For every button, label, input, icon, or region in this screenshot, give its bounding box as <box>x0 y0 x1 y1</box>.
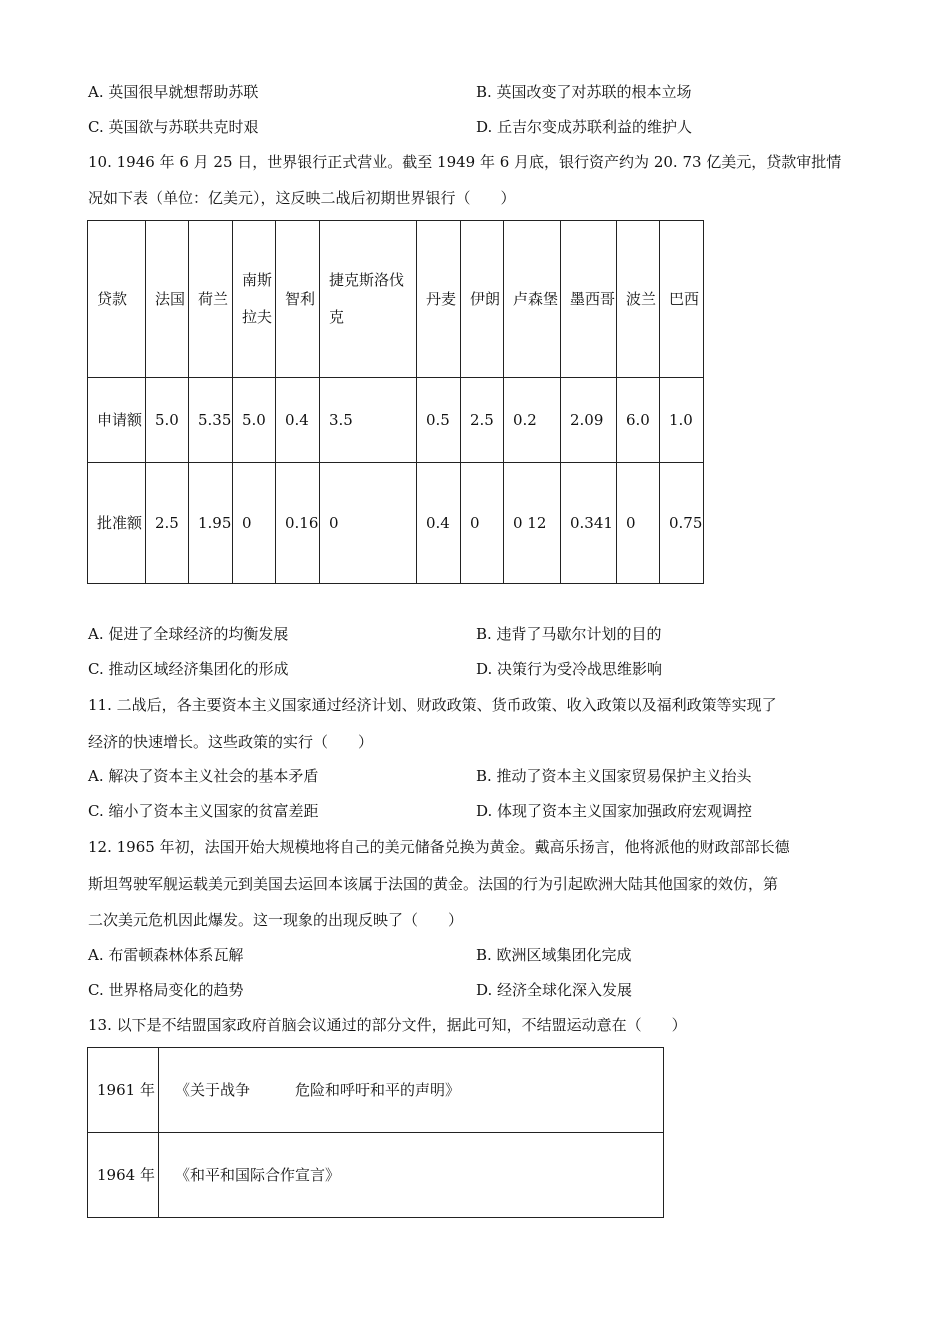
approved-label-cell: 批准额 <box>88 463 146 584</box>
q10-stem-line2: 况如下表（单位：亿美元），这反映二战后初期世界银行（ ） <box>88 189 516 207</box>
approved-value-cell: 2.5 <box>146 463 189 584</box>
document-cell: 《关于战争 危险和呼吁和平的声明》 <box>159 1048 664 1133</box>
country-cell: 墨西哥 <box>561 221 617 378</box>
q9-option-d: D. 丘吉尔变成苏联利益的维护人 <box>476 118 693 136</box>
country-cell: 伊朗 <box>461 221 504 378</box>
q11-option-b: B. 推动了资本主义国家贸易保护主义抬头 <box>476 767 752 785</box>
approved-value-cell: 0.341 <box>561 463 617 584</box>
nam-row <box>88 1048 664 1133</box>
q11-stem-line2: 经济的快速增长。这些政策的实行（ ） <box>88 733 374 751</box>
q12-option-c: C. 世界格局变化的趋势 <box>88 981 244 999</box>
header-label-cell: 贷款 <box>88 221 146 378</box>
applied-value-cell: 0.5 <box>417 378 461 463</box>
nam-row <box>88 1133 664 1218</box>
loan-table-header-row <box>88 221 704 378</box>
country-cell: 巴西 <box>660 221 704 378</box>
applied-value-cell: 5.0 <box>233 378 276 463</box>
applied-value-cell: 2.09 <box>561 378 617 463</box>
year-cell: 1961 年 <box>88 1048 159 1133</box>
approved-value-cell: 0 <box>320 463 417 584</box>
country-cell: 卢森堡 <box>504 221 561 378</box>
applied-value-cell: 1.0 <box>660 378 704 463</box>
q12-stem-line3: 二次美元危机因此爆发。这一现象的出现反映了（ ） <box>88 911 464 929</box>
q9-option-a: A. 英国很早就想帮助苏联 <box>88 83 259 101</box>
approved-value-cell: 1.95 <box>189 463 233 584</box>
loan-table-approved-row <box>88 463 704 584</box>
q10-option-d: D. 决策行为受冷战思维影响 <box>476 660 663 678</box>
approved-value-cell: 0.75 <box>660 463 704 584</box>
country-cell: 丹麦 <box>417 221 461 378</box>
q11-stem-line1: 11. 二战后，各主要资本主义国家通过经济计划、财政政策、货币政策、收入政策以及福利政策等实现了 <box>88 696 777 714</box>
q12-stem-line2: 斯坦驾驶军舰运载美元到美国去运回本该属于法国的黄金。法国的行为引起欧洲大陆其他国家的效仿，第 <box>88 875 779 893</box>
q10-option-c: C. 推动区域经济集团化的形成 <box>88 660 289 678</box>
q12-option-a: A. 布雷顿森林体系瓦解 <box>88 946 244 964</box>
country-cell: 荷兰 <box>189 221 233 378</box>
applied-value-cell: 0.2 <box>504 378 561 463</box>
loan-table-applied-row <box>88 378 704 463</box>
country-cell: 波兰 <box>617 221 660 378</box>
applied-value-cell: 5.35 <box>189 378 233 463</box>
q10-option-a: A. 促进了全球经济的均衡发展 <box>88 625 289 643</box>
country-cell: 法国 <box>146 221 189 378</box>
country-cell: 南斯拉夫 <box>233 221 276 378</box>
q10-option-b: B. 违背了马歇尔计划的目的 <box>476 625 662 643</box>
q11-option-a: A. 解决了资本主义社会的基本矛盾 <box>88 767 319 785</box>
approved-value-cell: 0 <box>617 463 660 584</box>
q10-stem-line1: 10. 1946 年 6 月 25 日，世界银行正式营业。截至 1949 年 6 月底，银行资产约为 20. 73 亿美元，贷款审批情 <box>88 153 842 171</box>
country-cell: 捷克斯洛伐克 <box>320 221 417 378</box>
q12-option-b: B. 欧洲区域集团化完成 <box>476 946 632 964</box>
q9-option-c: C. 英国欲与苏联共克时艰 <box>88 118 259 136</box>
country-cell: 智利 <box>276 221 320 378</box>
applied-value-cell: 6.0 <box>617 378 660 463</box>
approved-value-cell: 0 12 <box>504 463 561 584</box>
applied-value-cell: 2.5 <box>461 378 504 463</box>
nam-documents-table <box>87 1047 664 1218</box>
applied-value-cell: 3.5 <box>320 378 417 463</box>
q11-option-c: C. 缩小了资本主义国家的贫富差距 <box>88 802 319 820</box>
applied-value-cell: 5.0 <box>146 378 189 463</box>
q12-stem-line1: 12. 1965 年初，法国开始大规模地将自己的美元储备兑换为黄金。戴高乐扬言，他将派他的财政部部长德 <box>88 838 790 856</box>
applied-value-cell: 0.4 <box>276 378 320 463</box>
q13-stem-line1: 13. 以下是不结盟国家政府首脑会议通过的部分文件，据此可知，不结盟运动意在（ ） <box>88 1016 687 1034</box>
approved-value-cell: 0.4 <box>417 463 461 584</box>
document-cell: 《和平和国际合作宣言》 <box>159 1133 664 1218</box>
q11-option-d: D. 体现了资本主义国家加强政府宏观调控 <box>476 802 753 820</box>
approved-value-cell: 0.16 <box>276 463 320 584</box>
year-cell: 1964 年 <box>88 1133 159 1218</box>
q9-option-b: B. 英国改变了对苏联的根本立场 <box>476 83 692 101</box>
approved-value-cell: 0 <box>461 463 504 584</box>
q12-option-d: D. 经济全球化深入发展 <box>476 981 633 999</box>
loan-table <box>87 220 704 584</box>
approved-value-cell: 0 <box>233 463 276 584</box>
applied-label-cell: 申请额 <box>88 378 146 463</box>
